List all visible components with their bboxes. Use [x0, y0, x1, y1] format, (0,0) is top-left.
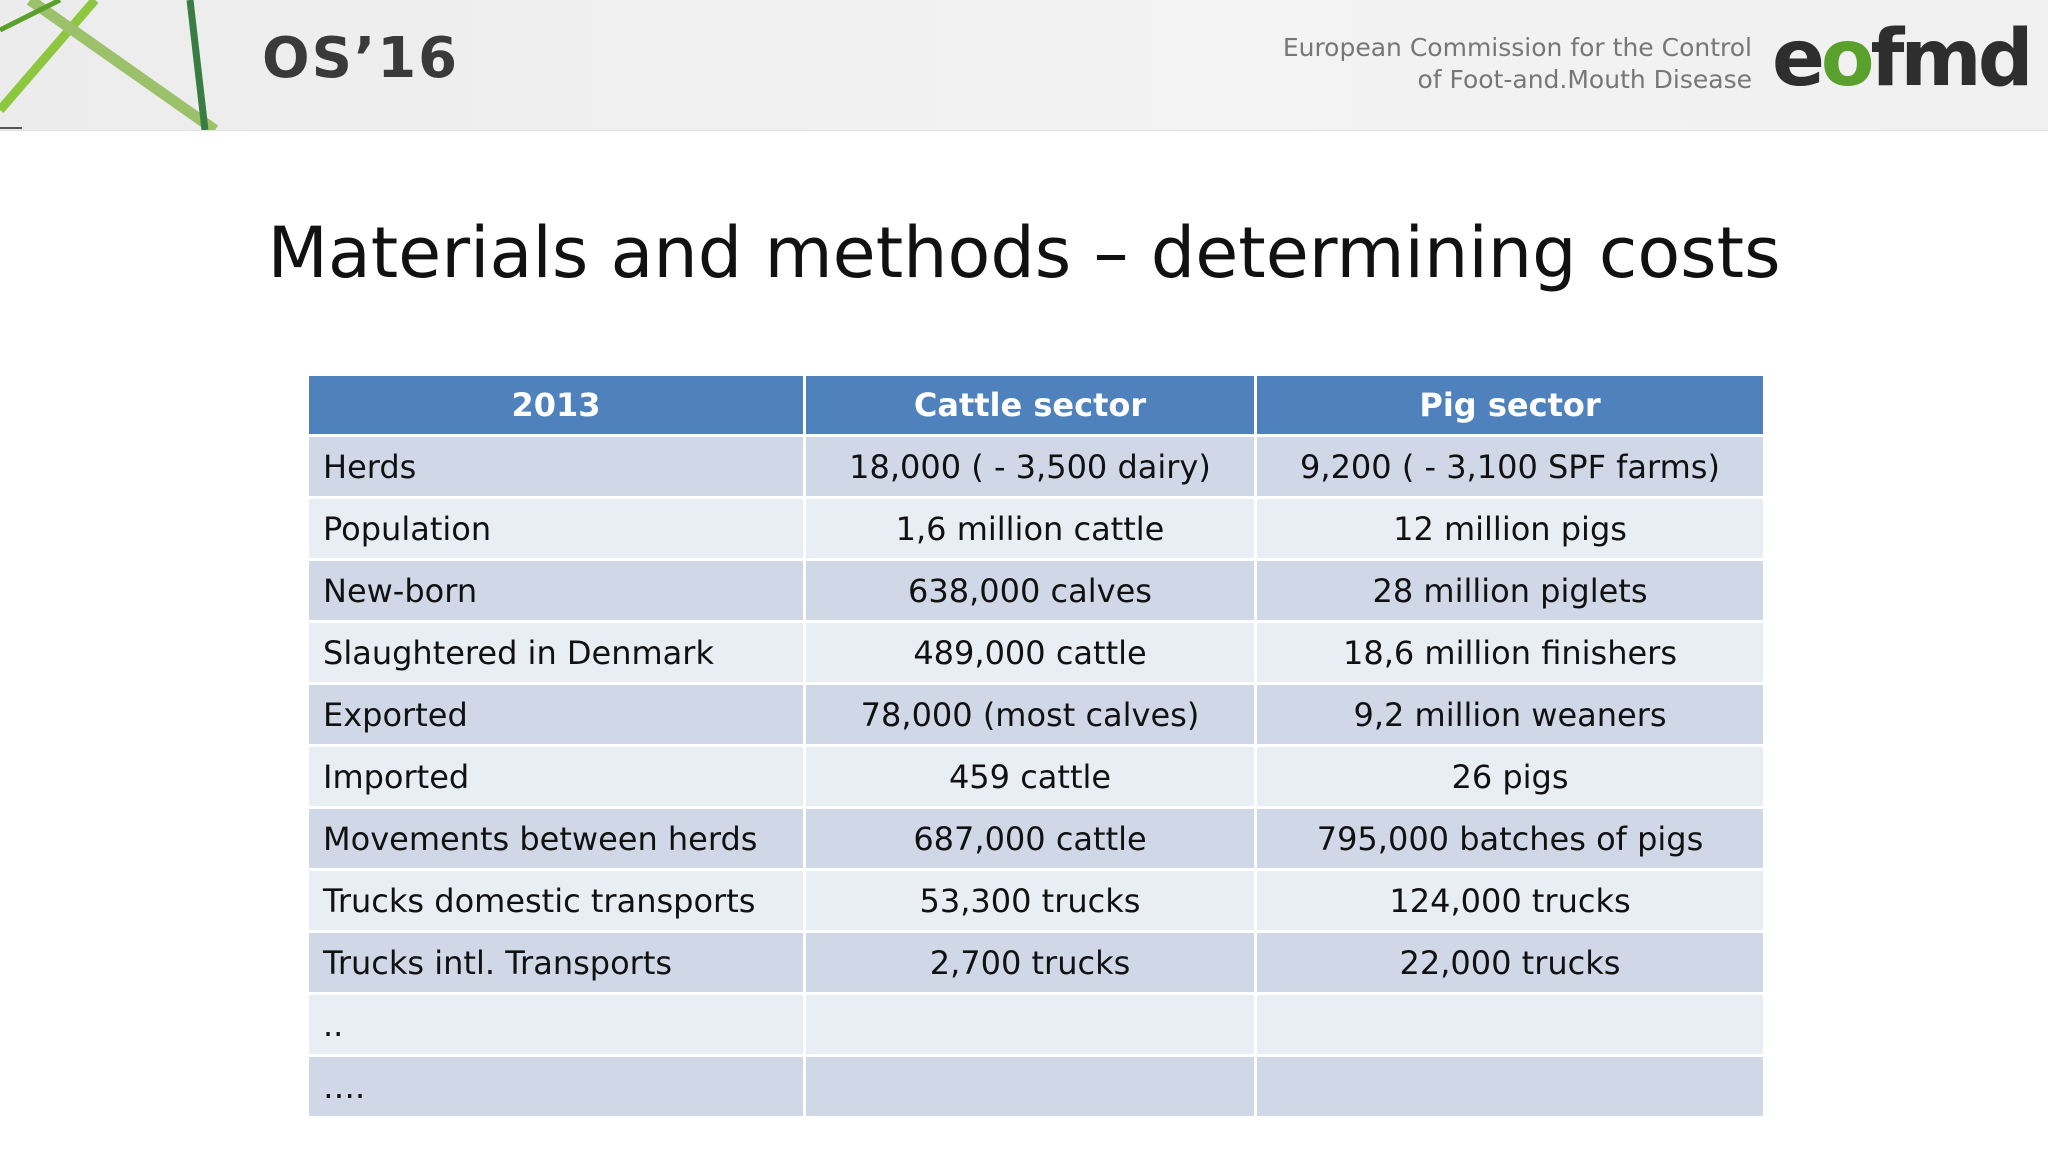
cattle-value [806, 995, 1254, 1054]
logo-text-suffix: fmd [1870, 14, 2030, 104]
conference-title: OS’16 [262, 26, 460, 91]
row-label: Slaughtered in Denmark [309, 623, 803, 682]
table-row [309, 809, 1763, 868]
pig-value: 795,000 batches of pigs [1257, 809, 1763, 868]
pig-value: 124,000 trucks [1257, 871, 1763, 930]
row-label: Trucks intl. Transports [309, 933, 803, 992]
table-row [309, 437, 1763, 496]
row-label: .. [309, 995, 803, 1054]
table-row [309, 561, 1763, 620]
pig-value: 26 pigs [1257, 747, 1763, 806]
cattle-value: 18,000 ( - 3,500 dairy) [806, 437, 1254, 496]
slide-title: Materials and methods – determining costs [267, 212, 1781, 294]
row-label: Movements between herds [309, 809, 803, 868]
row-label: …. [309, 1057, 803, 1116]
pig-value: 9,2 million weaners [1257, 685, 1763, 744]
pig-value: 12 million pigs [1257, 499, 1763, 558]
row-label: New-born [309, 561, 803, 620]
header-bar [0, 0, 2048, 131]
eufmd-logo [1772, 14, 2030, 104]
column-header-cattle: Cattle sector [806, 376, 1254, 434]
data-table [306, 373, 1766, 1119]
conference-decoration-graphic [0, 0, 240, 130]
organization-name-line-1: European Commission for the Control [1282, 33, 1752, 62]
pig-value: 18,6 million finishers [1257, 623, 1763, 682]
table-row [309, 1057, 1763, 1116]
row-label: Trucks domestic transports [309, 871, 803, 930]
table-row [309, 871, 1763, 930]
cattle-value: 1,6 million cattle [806, 499, 1254, 558]
table-row [309, 499, 1763, 558]
row-label: Imported [309, 747, 803, 806]
table-row [309, 685, 1763, 744]
table-header-row [309, 376, 1763, 434]
pig-value: 9,200 ( - 3,100 SPF farms) [1257, 437, 1763, 496]
logo-leaf: o [1820, 14, 1871, 104]
cattle-value: 489,000 cattle [806, 623, 1254, 682]
row-label: Herds [309, 437, 803, 496]
cattle-value: 687,000 cattle [806, 809, 1254, 868]
pig-value: 28 million piglets [1257, 561, 1763, 620]
logo-text-prefix: e [1772, 14, 1821, 104]
cattle-value: 78,000 (most calves) [806, 685, 1254, 744]
pig-value [1257, 995, 1763, 1054]
organization-name-line-2: of Foot-and.Mouth Disease [1417, 65, 1752, 94]
table-row [309, 623, 1763, 682]
row-label: Population [309, 499, 803, 558]
column-header-pig: Pig sector [1257, 376, 1763, 434]
column-header-year: 2013 [309, 376, 803, 434]
pig-value [1257, 1057, 1763, 1116]
cattle-value: 2,700 trucks [806, 933, 1254, 992]
cattle-value: 459 cattle [806, 747, 1254, 806]
cattle-value: 638,000 calves [806, 561, 1254, 620]
table-row [309, 747, 1763, 806]
table-row [309, 995, 1763, 1054]
cattle-value [806, 1057, 1254, 1116]
cattle-value: 53,300 trucks [806, 871, 1254, 930]
pig-value: 22,000 trucks [1257, 933, 1763, 992]
organization-name [1192, 32, 1752, 96]
row-label: Exported [309, 685, 803, 744]
table-row [309, 933, 1763, 992]
